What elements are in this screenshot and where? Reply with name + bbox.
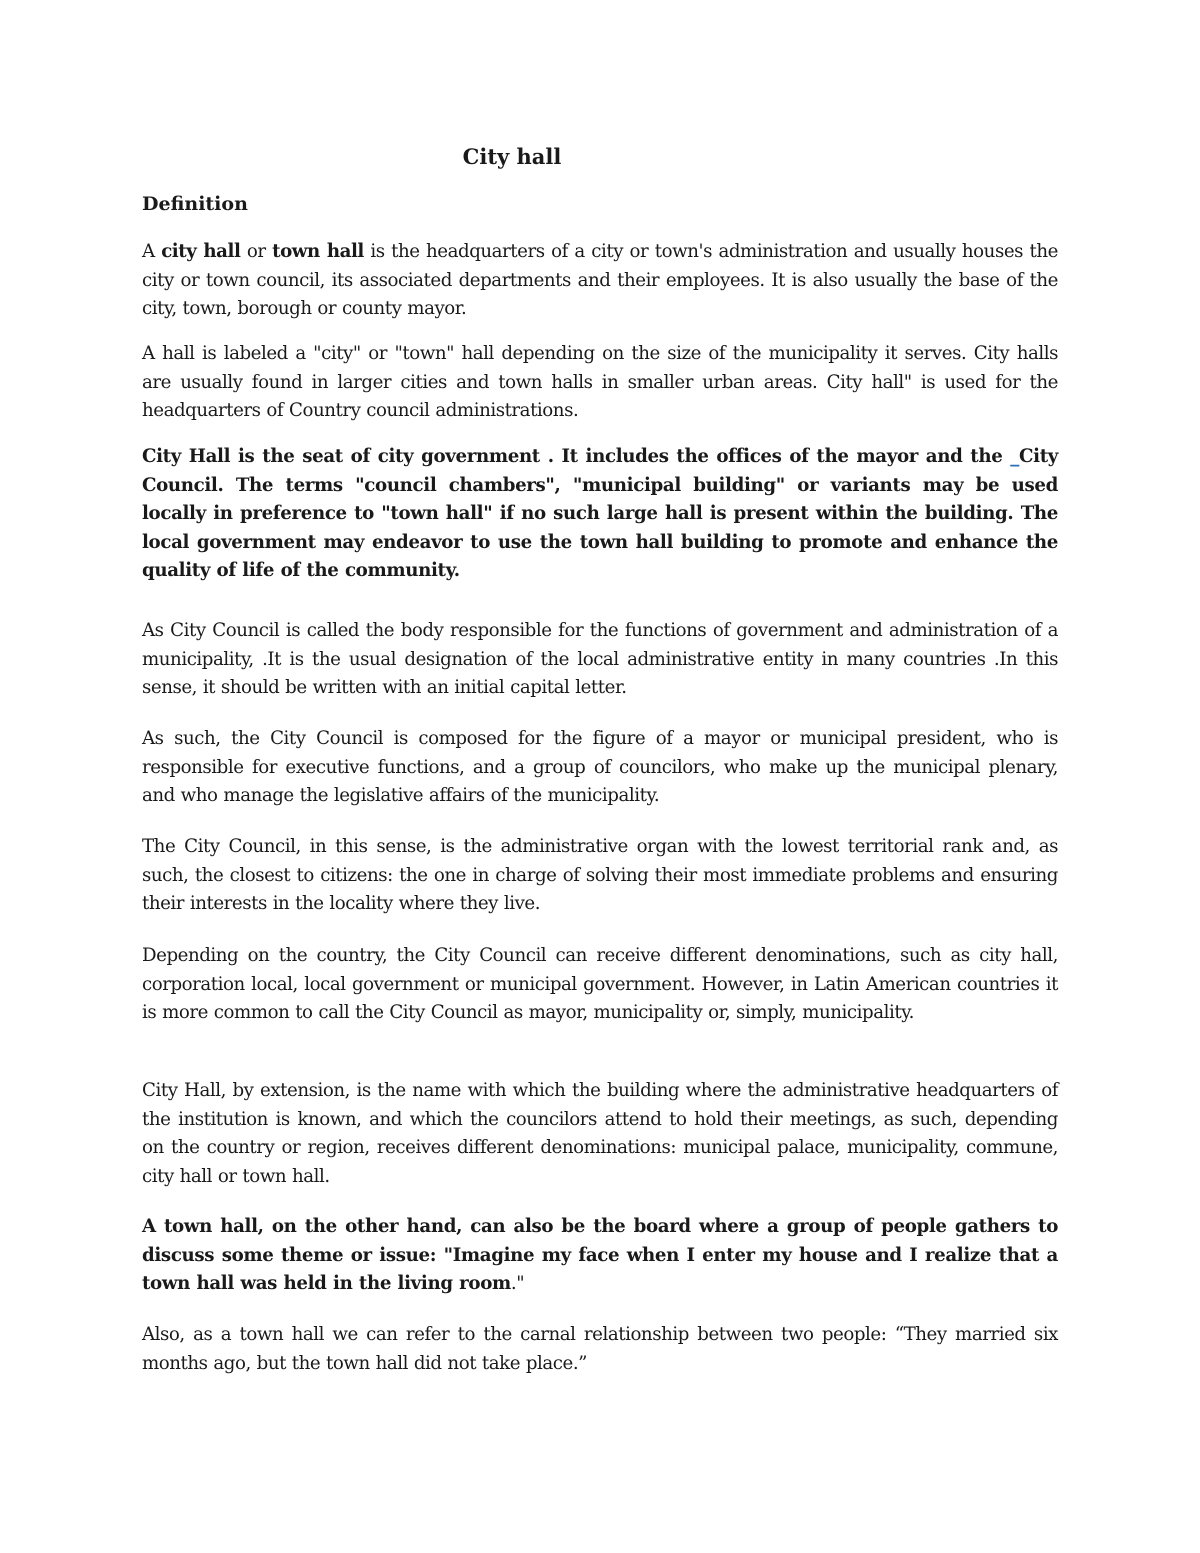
paragraph-administrative-organ: The City Council, in this sense, is the administrative organ with the lowest territorial rank and, as such, the closest to citizens: the one in charge of solving their most immediate problems and ensuring their interests in the locality where they live.	[142, 836, 1058, 915]
paragraph-composition: As such, the City Council is composed for the figure of a mayor or municipal president, who is responsible for executive functions, and a group of councilors, who make up the municipal plenary, and who manage the legislative affairs of the municipality.	[142, 728, 1058, 807]
p1-text-d: is the headquarters of a city or town's administration and usually houses the city or town council, its associated departments and their employees. It is also usually the base of the city, town, borough or county mayor.	[142, 241, 1058, 320]
paragraph-seat-of-government	[142, 443, 1058, 586]
p9-text-a: A town hall, on the other hand, can also be the board where a group of people gathers to discuss some theme or issue: "Imagine my face when I enter my house and I realize that a town hall was held in the living room	[142, 1216, 1058, 1295]
p1-text-c: or	[240, 241, 273, 262]
paragraph-building: City Hall, by extension, is the name with which the building where the administrative headquarters of the institution is known, and which the councilors attend to hold their meetings, as such, depending on the country or region, receives different denominations: municipal palace, municipality, commune, city hall or town hall.	[142, 1080, 1058, 1187]
paragraph-carnal-relationship: Also, as a town hall we can refer to the carnal relationship between two people: “They married six months ago, but the town hall did not take place.”	[142, 1324, 1058, 1374]
paragraph-labeling: A hall is labeled a "city" or "town" hall depending on the size of the municipality it serves. City halls are usually found in larger cities and town halls in smaller urban areas. City hall" is used for the headquarters of Country council administrations.	[142, 343, 1058, 422]
city-council-link[interactable]: _	[1010, 446, 1020, 467]
paragraph-denominations: Depending on the country, the City Council can receive different denominations, such as city hall, corporation local, local government or municipal government. However, in Latin American countries it is more common to call the City Council as mayor, municipality or, simply, municipality.	[142, 945, 1058, 1024]
p1-text-a: A	[142, 241, 162, 262]
paragraph-city-council: As City Council is called the body responsible for the functions of government and administration of a municipality, .It is the usual designation of the local administrative entity in many countries .In this sense, it should be written with an initial capital letter.	[142, 620, 1058, 699]
paragraph-definition	[142, 238, 1058, 324]
paragraph-town-hall-board	[142, 1213, 1058, 1299]
document-title: City hall	[462, 144, 562, 169]
p3-text-a: City Hall is the seat of city government . It includes the offices of the mayor and the	[142, 446, 1011, 467]
p3-text-b: City Council. The terms "council chambers", "municipal building" or variants may be used locally in preference to "town hall" if no such large hall is present within the building. The local government may endeavor to use the town hall building to promote and enhance the quality of life of the community.	[142, 446, 1058, 582]
section-heading: Definition	[142, 193, 248, 215]
p9-text-b: ."	[510, 1273, 525, 1295]
p1-term-town-hall: town hall	[272, 241, 364, 262]
p1-term-city-hall: city hall	[161, 241, 241, 262]
